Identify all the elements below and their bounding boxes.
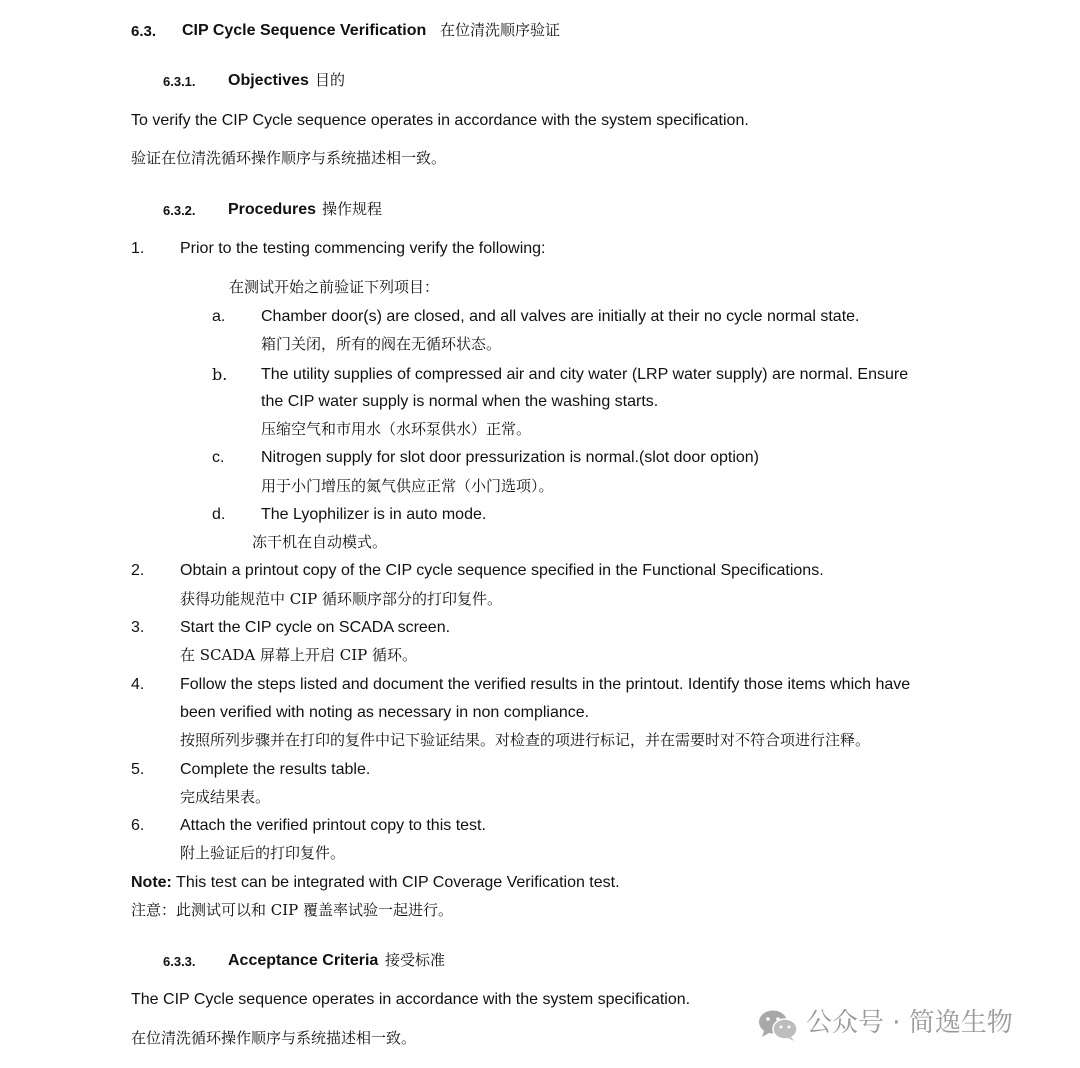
list-item-number: 2. <box>131 562 145 579</box>
note-label: Note: <box>131 874 172 891</box>
list-item-text-zh: 完成结果表。 <box>180 788 271 806</box>
sub-item-letter: a. <box>212 308 226 325</box>
sub-item-text-en: Nitrogen supply for slot door pressurization is normal.(slot door option) <box>261 449 760 466</box>
section-title-zh: 在位清洗顺序验证 <box>440 21 561 39</box>
sub-item-letter: c. <box>212 449 225 466</box>
objectives-title-en: Objectives <box>228 72 309 89</box>
list-item-text-en: been verified with noting as necessary in non compliance. <box>180 704 590 721</box>
objectives-text-zh: 验证在位清洗循环操作顺序与系统描述相一致。 <box>131 149 447 167</box>
objectives-number: 6.3.1. <box>163 74 196 89</box>
list-item-text-en: Start the CIP cycle on SCADA screen. <box>180 619 451 636</box>
list-item-text-zh: 获得功能规范中 CIP 循环顺序部分的打印复件。 <box>180 590 503 608</box>
sub-item-letter: d. <box>212 506 226 523</box>
objectives-text-en: To verify the CIP Cycle sequence operates in accordance with the system specification. <box>131 112 749 129</box>
list-item-text-en: Follow the steps listed and document the verified results in the printout. Identify those items which have <box>180 676 911 693</box>
list-item-text-zh: 在 SCADA 屏幕上开启 CIP 循环。 <box>180 646 418 664</box>
list-item-text-en: Complete the results table. <box>180 761 371 778</box>
sub-item-text-zh: 冻干机在自动模式。 <box>252 533 388 551</box>
section-title-en: CIP Cycle Sequence Verification <box>182 22 427 39</box>
wechat-icon <box>757 1008 799 1042</box>
watermark-text: 公众号 · 简逸生物 <box>806 1008 1013 1038</box>
acceptance-title-en: Acceptance Criteria <box>228 952 379 969</box>
sub-item-text-zh: 压缩空气和市用水（水环泵供水）正常。 <box>261 420 532 438</box>
list-item-number: 5. <box>131 761 145 778</box>
sub-item-text-zh: 箱门关闭，所有的阀在无循环状态。 <box>261 335 502 353</box>
list-item-text-en: Obtain a printout copy of the CIP cycle sequence specified in the Functional Specifications. <box>180 562 824 579</box>
procedures-number: 6.3.2. <box>163 203 196 218</box>
list-item-number: 6. <box>131 817 145 834</box>
list-item-text-en: Attach the verified printout copy to this test. <box>180 817 486 834</box>
list-item-text-zh: 在测试开始之前验证下列项目： <box>229 278 440 296</box>
list-item-number: 1. <box>131 240 145 257</box>
sub-item-text-en: The utility supplies of compressed air and city water (LRP water supply) are normal. Ensure <box>261 366 909 383</box>
acceptance-title-zh: 接受标准 <box>385 951 446 969</box>
note-text-en: This test can be integrated with CIP Coverage Verification test. <box>176 874 620 891</box>
note <box>131 875 620 891</box>
procedures-title-zh: 操作规程 <box>322 200 383 218</box>
section-number: 6.3. <box>131 23 157 40</box>
note-text-zh: 注意：此测试可以和 CIP 覆盖率试验一起进行。 <box>131 901 454 919</box>
list-item-number: 3. <box>131 619 145 636</box>
sub-item-text-en: The Lyophilizer is in auto mode. <box>261 506 487 523</box>
acceptance-text-en: The CIP Cycle sequence operates in accordance with the system specification. <box>131 991 691 1008</box>
objectives-title-zh: 目的 <box>315 71 346 89</box>
list-item-text-zh: 按照所列步骤并在打印的复件中记下验证结果。对检查的项进行标记，并在需要时对不符合项进行注释。 <box>180 731 871 749</box>
sub-item-letter: b. <box>212 365 228 384</box>
sub-item-text-en: Chamber door(s) are closed, and all valves are initially at their no cycle normal state. <box>261 308 860 325</box>
sub-item-text-zh: 用于小门增压的氮气供应正常（小门选项）。 <box>261 477 554 495</box>
list-item-text-en: Prior to the testing commencing verify the following: <box>180 240 546 257</box>
acceptance-text-zh: 在位清洗循环操作顺序与系统描述相一致。 <box>131 1029 417 1047</box>
procedures-title-en: Procedures <box>228 201 317 218</box>
list-item-text-zh: 附上验证后的打印复件。 <box>180 844 346 862</box>
acceptance-number: 6.3.3. <box>163 954 196 969</box>
list-item-number: 4. <box>131 676 145 693</box>
sub-item-text-en: the CIP water supply is normal when the washing starts. <box>261 393 659 410</box>
